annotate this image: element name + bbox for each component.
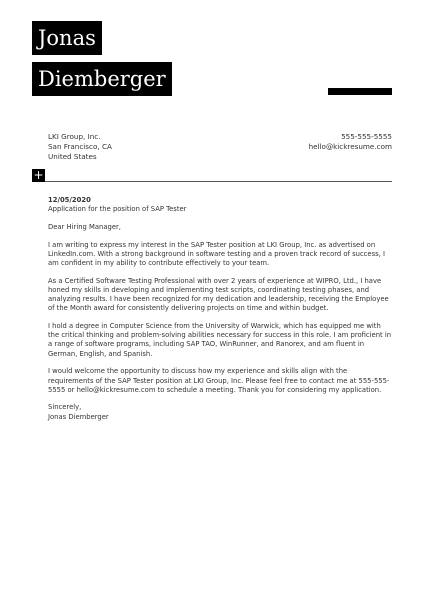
plus-icon: + — [33, 168, 44, 182]
letter-subject: Application for the position of SAP Tester — [48, 205, 187, 214]
contact-phone: 555-555-5555 — [341, 132, 392, 141]
letter-greeting: Dear Hiring Manager, — [48, 222, 121, 231]
recipient-city: San Francisco, CA — [48, 142, 112, 151]
divider-line — [45, 181, 392, 182]
letter-closing: Sincerely, — [48, 403, 82, 412]
letter-paragraph: I hold a degree in Computer Science from the University of Warwick, which has equipped me with the critical thinking and problem-solving abilities necessary for success in this role. I am proficient in a range of software programs, including SAP TAO, WinRunner, and Ranorex, and am fluent in German, English, and Spanish. — [48, 322, 392, 358]
contact-email: hello@kickresume.com — [308, 142, 392, 151]
letter-paragraph: As a Certified Software Testing Professional with over 2 years of experience at WIPRO, Ltd., I have honed my skills in developing and implementing test scripts, coordinating testing phases, and analyzing results. I have been recognized for my dedication and leadership, receiving the Employee of the Month award for consistently delivering projects on time and within budget. — [48, 276, 389, 313]
letter-paragraph: I would welcome the opportunity to discuss how my experience and skills align with the requirements of the SAP Tester position at LKI Group, Inc. Please feel free to contact me at 555-555-5555 or hello@kickresume.com to schedule a meeting. Thank you for considering my application. — [48, 367, 390, 394]
last-name: Diemberger — [32, 62, 172, 96]
letter-body — [48, 196, 392, 422]
first-name: Jonas — [32, 21, 102, 55]
accent-bar — [328, 88, 392, 95]
letter-date: 12/05/2020 — [48, 196, 91, 204]
sender-contact — [309, 132, 392, 152]
letter-signature: Jonas Diemberger — [48, 412, 109, 421]
letter-paragraph: I am writing to express my interest in the SAP Tester position at LKI Group, Inc. as advertised on LinkedIn.com. With a strong background in software testing and a proven track record of success, I am confident in my ability to contribute effectively to your team. — [48, 240, 386, 268]
recipient-country: United States — [48, 152, 97, 161]
recipient-address — [48, 132, 112, 162]
recipient-company: LKI Group, Inc. — [48, 132, 101, 141]
